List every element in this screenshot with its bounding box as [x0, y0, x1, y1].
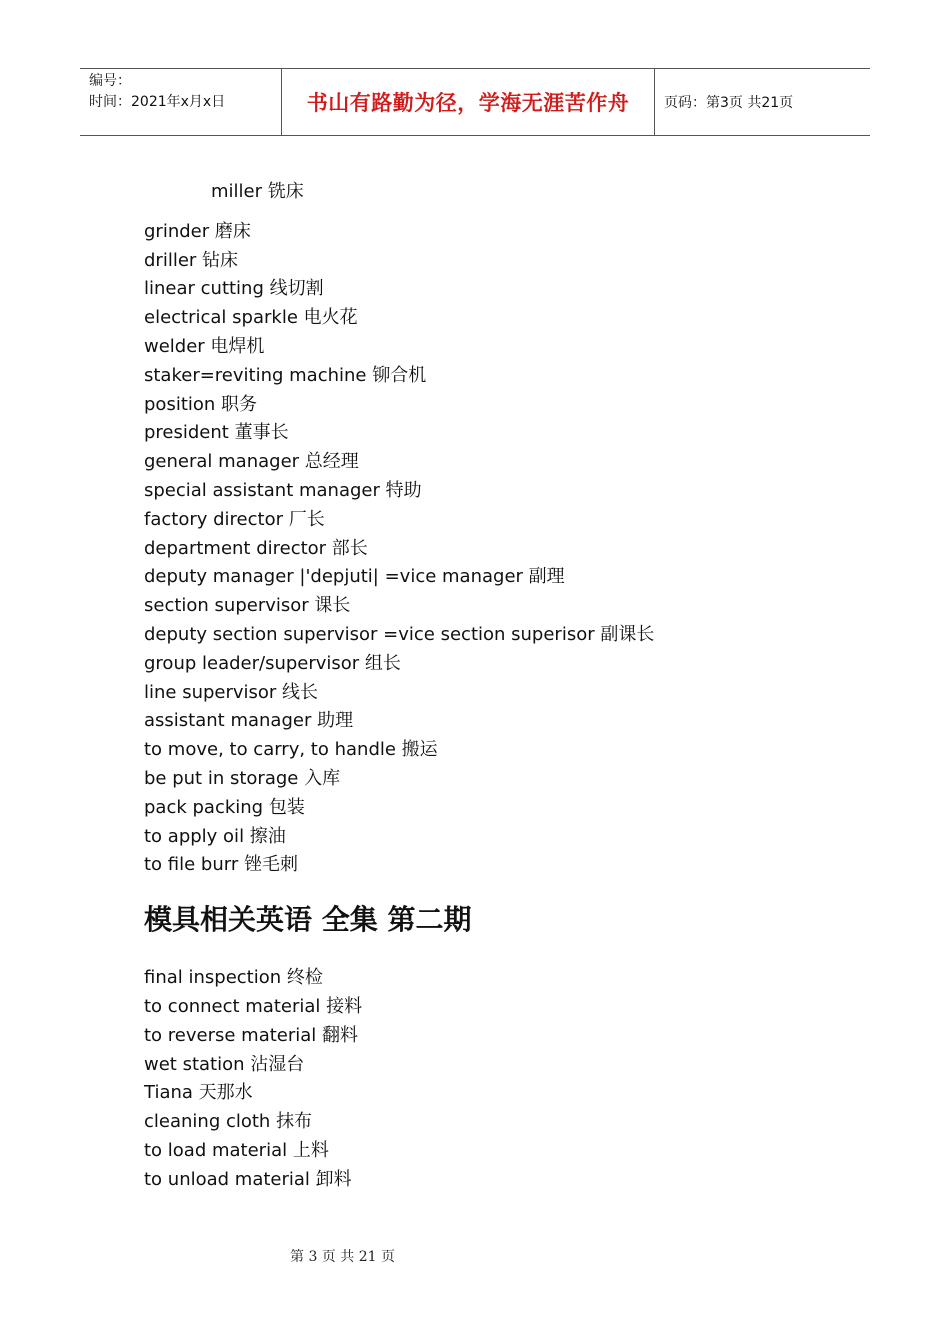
- header-page-info: 页码：第3页 共21页: [664, 95, 794, 111]
- vocab-line: position 职务: [144, 393, 258, 415]
- vocab-line: pack packing 包装: [144, 796, 305, 818]
- vocab-line: to load material 上料: [144, 1139, 329, 1161]
- vocab-line: electrical sparkle 电火花: [144, 307, 358, 329]
- header-page-cell: [655, 69, 870, 135]
- document-body: [144, 178, 864, 1195]
- vocab-line: to connect material 接料: [144, 995, 363, 1017]
- page-footer: 第 3 页 共 21 页: [290, 1249, 395, 1265]
- vocab-line: to move, to carry, to handle 搬运: [144, 739, 438, 761]
- vocab-line: special assistant manager 特助: [144, 479, 422, 501]
- vocab-line: miller 铣床: [211, 181, 304, 202]
- vocab-line: general manager 总经理: [144, 451, 359, 473]
- vocab-line: cleaning cloth 抹布: [144, 1111, 313, 1133]
- number-label: 编号：: [89, 73, 131, 89]
- vocab-line: assistant manager 助理: [144, 710, 354, 732]
- vocab-line: to file burr 锉毛刺: [144, 854, 298, 876]
- vocab-line: president 董事长: [144, 422, 289, 444]
- vocab-line: driller 钻床: [144, 249, 239, 271]
- vocab-line: Tiana 天那水: [144, 1082, 253, 1104]
- vocab-line: wet station 沾湿台: [144, 1053, 305, 1075]
- vocab-line: welder 电焊机: [144, 335, 265, 357]
- vocab-line: grinder 磨床: [144, 220, 251, 242]
- header-motto-cell: [282, 69, 655, 135]
- vocab-line: to unload material 卸料: [144, 1168, 352, 1190]
- vocab-line: linear cutting 线切割: [144, 278, 324, 300]
- header-motto: 书山有路勤为径，学海无涯苦作舟: [306, 91, 630, 115]
- vocab-line: staker=reviting machine 铆合机: [144, 364, 427, 386]
- vocab-line: department director 部长: [144, 537, 368, 559]
- vocab-line: to apply oil 擦油: [144, 825, 286, 847]
- vocab-line: be put in storage 入库: [144, 767, 341, 789]
- section-heading: 模具相关英语 全集 第二期: [144, 903, 472, 937]
- vocab-line: deputy section supervisor =vice section superisor 副课长: [144, 623, 655, 645]
- vocab-line: group leader/supervisor 组长: [144, 652, 401, 674]
- header-meta: [80, 69, 282, 135]
- vocab-line: factory director 厂长: [144, 508, 325, 530]
- vocab-line: to reverse material 翻料: [144, 1024, 359, 1046]
- vocab-line: final inspection 终检: [144, 967, 323, 989]
- time-label: 时间：2021年x月x日: [89, 94, 226, 110]
- document-header: [80, 68, 870, 136]
- vocab-line: deputy manager |'depjuti| =vice manager 副理: [144, 566, 565, 588]
- vocab-list: [144, 218, 864, 880]
- vocab-line: section supervisor 课长: [144, 595, 351, 617]
- vocab-list-2: [144, 964, 864, 1194]
- vocab-line: line supervisor 线长: [144, 681, 319, 703]
